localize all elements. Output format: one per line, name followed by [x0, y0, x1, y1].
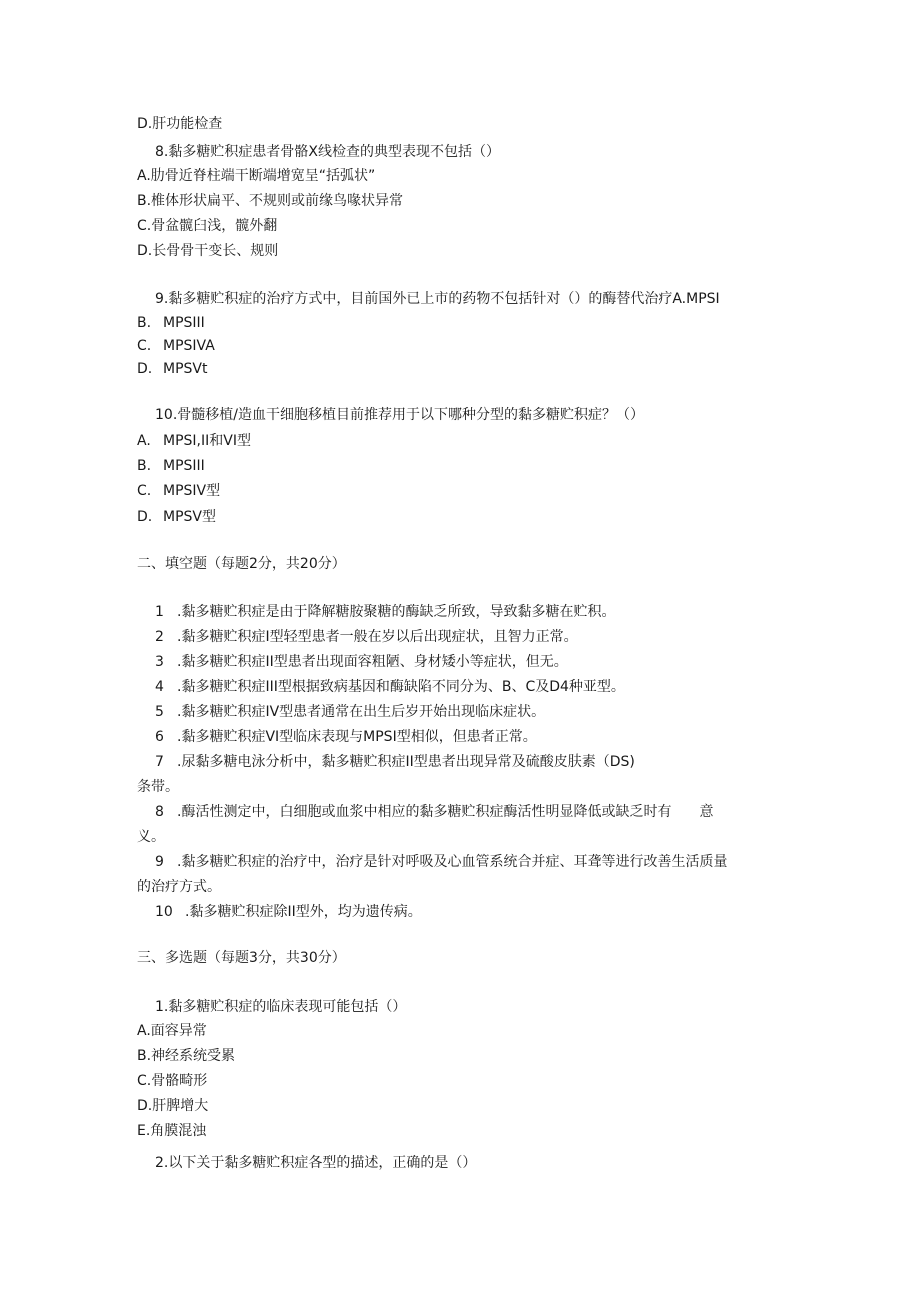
- fill-item-10: [155, 902, 422, 922]
- item-number: 4: [155, 679, 164, 695]
- mc-q1-option-e: E.角膜混浊: [137, 1123, 207, 1139]
- item-number: 3: [155, 654, 164, 670]
- item-text: .黏多糖贮积症III型根据致病基因和酶缺陷不同分为、B、C及D4种亚型。: [177, 679, 625, 695]
- option-label: B.: [137, 315, 152, 331]
- q9-option-d: [137, 359, 207, 379]
- fill-item-1: [155, 602, 615, 622]
- option-label: A.: [137, 433, 151, 449]
- fill-item-8: [155, 802, 713, 822]
- item-text: .黏多糖贮积症I型轻型患者一般在岁以后出现症状，且智力正常。: [177, 629, 578, 645]
- q10-option-a: [137, 431, 251, 451]
- mc-q2-stem: 2.以下关于黏多糖贮积症各型的描述，正确的是（）: [155, 1155, 477, 1171]
- q10-option-c: [137, 481, 220, 501]
- option-text: MPSI,II和VI型: [163, 433, 251, 449]
- option-label: C.: [137, 483, 152, 499]
- item-number: 1: [155, 604, 164, 620]
- q10-option-d: [137, 507, 216, 527]
- item-number: 6: [155, 729, 164, 745]
- q10-stem: 10.骨髓移植/造血干细胞移植目前推荐用于以下哪种分型的黏多糖贮积症？（）: [155, 407, 644, 423]
- fill-item-5: [155, 702, 545, 722]
- fill-item-2: [155, 627, 578, 647]
- option-label: D.: [137, 509, 153, 525]
- q8-option-b: B.椎体形状扁平、不规则或前缘鸟喙状异常: [137, 193, 404, 209]
- section-heading-fill-blank: 二、填空题（每题2分，共20分）: [137, 556, 346, 572]
- option-label: B.: [137, 458, 152, 474]
- item-number: 9: [155, 854, 164, 870]
- fill-item-6: [155, 727, 537, 747]
- option-text: MPSV型: [163, 509, 216, 525]
- option-text: MPSIII: [163, 458, 205, 474]
- fill-item-3: [155, 652, 568, 672]
- option-text: MPSVt: [163, 361, 208, 377]
- mc-q1-stem: 1.黏多糖贮积症的临床表现可能包括（）: [155, 999, 407, 1015]
- item-text: .黏多糖贮积症除II型外，均为遗传病。: [185, 904, 422, 920]
- mc-q1-option-b: B.神经系统受累: [137, 1048, 236, 1064]
- item-number: 10: [155, 904, 173, 920]
- q7-option-d: D.肝功能检查: [137, 116, 223, 132]
- q9-option-b: [137, 313, 205, 333]
- section-heading-multiple-choice: 三、多选题（每题3分，共30分）: [137, 950, 346, 966]
- item-text: .酶活性测定中，白细胞或血浆中相应的黏多糖贮积症酶活性明显降低或缺乏时有 意: [177, 804, 714, 820]
- mc-q1-option-d: D.肝脾增大: [137, 1098, 209, 1114]
- fill-item-9-continuation: 的治疗方式。: [137, 879, 221, 895]
- option-text: MPSIV型: [163, 483, 221, 499]
- item-number: 7: [155, 754, 164, 770]
- fill-item-7: [155, 752, 635, 772]
- fill-item-7-continuation: 条带。: [137, 779, 179, 795]
- fill-item-9: [155, 852, 727, 872]
- option-label: C.: [137, 338, 152, 354]
- option-text: MPSIII: [163, 315, 205, 331]
- item-text: .黏多糖贮积症II型患者出现面容粗陋、身材矮小等症状，但无。: [177, 654, 568, 670]
- q9-option-c: [137, 336, 215, 356]
- option-label: D.: [137, 361, 153, 377]
- q10-option-b: [137, 456, 205, 476]
- item-text: .尿黏多糖电泳分析中，黏多糖贮积症II型患者出现异常及硫酸皮肤素（DS): [177, 754, 635, 770]
- q9-stem: 9.黏多糖贮积症的治疗方式中，目前国外已上市的药物不包括针对（）的酶替代治疗A.MPSI: [155, 291, 720, 307]
- item-number: 8: [155, 804, 164, 820]
- mc-q1-option-c: C.骨骼畸形: [137, 1073, 208, 1089]
- item-text: .黏多糖贮积症是由于降解糖胺聚糖的酶缺乏所致，导致黏多糖在贮积。: [177, 604, 616, 620]
- q8-stem: 8.黏多糖贮积症患者骨骼X线检查的典型表现不包括（）: [155, 144, 500, 160]
- item-text: .黏多糖贮积症VI型临床表现与MPSI型相似，但患者正常。: [177, 729, 537, 745]
- item-number: 2: [155, 629, 164, 645]
- q8-option-c: C.骨盆髋臼浅，髋外翻: [137, 218, 278, 234]
- fill-item-8-continuation: 义。: [137, 829, 165, 845]
- fill-item-4: [155, 677, 625, 697]
- q8-option-a: A.肋骨近脊柱端干断端增宽呈“括弧状”: [137, 168, 376, 184]
- mc-q1-option-a: A.面容异常: [137, 1023, 207, 1039]
- item-text: .黏多糖贮积症的治疗中，治疗是针对呼吸及心血管系统合并症、耳聋等进行改善生活质量: [177, 854, 728, 870]
- item-number: 5: [155, 704, 164, 720]
- item-text: .黏多糖贮积症IV型患者通常在出生后岁开始出现临床症状。: [177, 704, 546, 720]
- q8-option-d: D.长骨骨干变长、规则: [137, 243, 279, 259]
- option-text: MPSIVA: [163, 338, 215, 354]
